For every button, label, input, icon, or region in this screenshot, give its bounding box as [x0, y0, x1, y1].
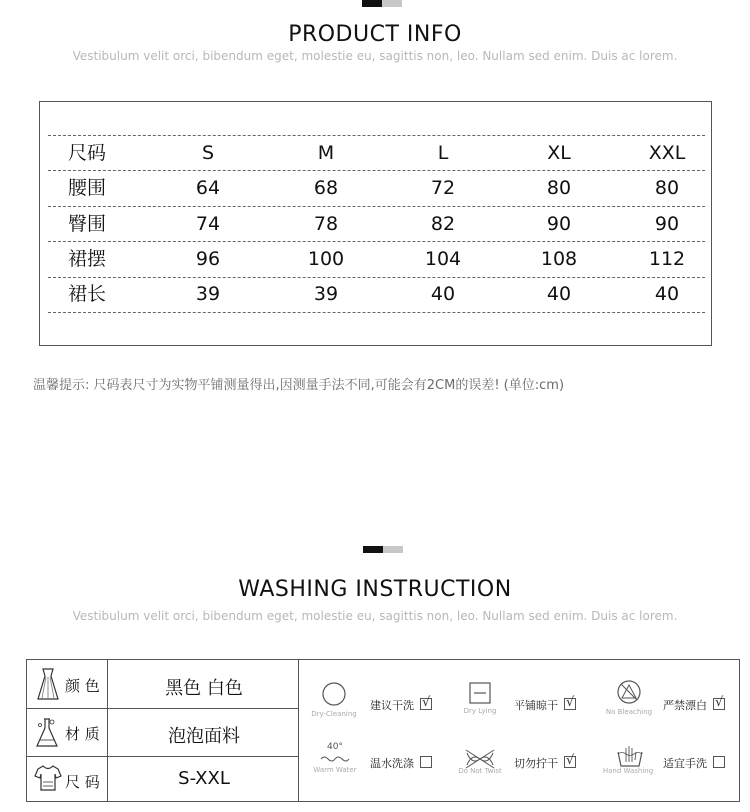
table-cell: 112	[648, 248, 686, 270]
care-text-dry-clean: 建议干洗	[370, 699, 414, 712]
section-marker-dark	[362, 0, 382, 7]
care-text-dry-flat: 平铺晾干	[514, 699, 558, 712]
table-cell: 96	[195, 248, 221, 270]
care-caption: Hand Washing	[602, 767, 654, 775]
divider	[27, 756, 298, 757]
size-table-header-row	[40, 136, 713, 171]
attr-label-color: 颜 色	[65, 677, 100, 695]
table-row	[40, 207, 713, 242]
care-caption: Dry Lying	[463, 707, 497, 715]
table-cell: 100	[307, 248, 345, 270]
product-info-subtitle: Vestibulum velit orci, bibendum eget, molestie eu, sagittis non, leo. Nullam sed enim. Duis ac lorem.	[72, 49, 678, 63]
washing-subtitle: Vestibulum velit orci, bibendum eget, molestie eu, sagittis non, leo. Nullam sed enim. Duis ac lorem.	[72, 609, 678, 623]
table-header-cell: L	[437, 142, 449, 164]
table-cell: 40	[430, 283, 456, 305]
care-checkbox	[420, 695, 432, 710]
hand-wash-icon	[616, 744, 644, 768]
table-cell: 104	[424, 248, 462, 270]
table-cell: 裙长	[68, 283, 107, 305]
care-caption: Warm Water	[313, 766, 357, 774]
check-mark-icon: √	[566, 695, 575, 710]
table-header-cell: XXL	[648, 142, 686, 164]
table-header-cell: 尺码	[68, 142, 107, 164]
table-header-cell: S	[201, 142, 215, 164]
table-cell: 80	[654, 177, 680, 199]
attr-value-color: 黑色 白色	[165, 678, 243, 699]
section-marker-light	[382, 0, 402, 7]
care-checkbox	[564, 695, 576, 710]
table-row	[40, 242, 713, 277]
table-cell: 68	[313, 177, 339, 199]
care-text-do-not-twist: 切勿拧干	[514, 757, 558, 770]
care-checkbox	[713, 695, 725, 710]
size-table	[39, 101, 712, 346]
dry-flat-icon	[468, 681, 492, 705]
size-note: 温馨提示: 尺码表尺寸为实物平铺测量得出,因测量手法不同,可能会有2CM的误差! (单位:cm)	[33, 378, 565, 393]
care-text-warm-water: 温水洗涤	[370, 757, 414, 770]
table-cell: 39	[195, 283, 221, 305]
flask-icon	[34, 716, 60, 750]
care-checkbox	[713, 756, 725, 768]
care-checkbox	[564, 753, 576, 768]
care-caption: Dry-Cleaning	[311, 710, 357, 718]
dry-clean-icon	[322, 682, 346, 706]
table-cell: 78	[313, 213, 339, 235]
washing-title: WASHING INSTRUCTION	[238, 577, 512, 602]
care-caption: Do Not Twist	[458, 767, 502, 775]
care-caption: No Bleaching	[605, 708, 653, 716]
table-row	[40, 171, 713, 206]
table-cell: 90	[654, 213, 680, 235]
product-info-title: PRODUCT INFO	[288, 22, 462, 47]
section-marker-light	[383, 546, 403, 553]
care-checkbox	[420, 756, 432, 768]
table-cell: 裙摆	[68, 248, 107, 270]
washing-table	[26, 659, 740, 802]
check-mark-icon: √	[715, 695, 724, 710]
table-cell: 80	[546, 177, 572, 199]
attr-label-size: 尺 码	[65, 773, 100, 791]
do-not-twist-icon	[464, 749, 496, 769]
shirt-icon	[34, 763, 62, 793]
table-cell: 74	[195, 213, 221, 235]
attr-value-material: 泡泡面料	[168, 726, 240, 747]
divider	[48, 312, 705, 313]
table-cell: 72	[430, 177, 456, 199]
table-cell: 39	[313, 283, 339, 305]
table-cell: 90	[546, 213, 572, 235]
warm-water-temp: 40°	[327, 742, 343, 752]
section-marker-dark	[363, 546, 383, 553]
table-cell: 40	[546, 283, 572, 305]
check-mark-icon: √	[566, 753, 575, 768]
table-cell: 64	[195, 177, 221, 199]
table-cell: 40	[654, 283, 680, 305]
attr-value-size: S-XXL	[178, 768, 230, 789]
dress-icon	[36, 667, 60, 701]
table-cell: 108	[540, 248, 578, 270]
divider	[107, 660, 108, 801]
warm-water-icon	[316, 744, 356, 766]
table-row	[40, 277, 713, 312]
divider	[27, 708, 298, 709]
attr-label-material: 材 质	[65, 725, 100, 743]
check-mark-icon: √	[422, 695, 431, 710]
table-cell: 腰围	[68, 177, 107, 199]
table-header-cell: XL	[547, 142, 571, 164]
care-text-no-bleach: 严禁漂白	[663, 699, 707, 712]
table-cell: 82	[430, 213, 456, 235]
care-text-hand-wash: 适宜手洗	[663, 757, 707, 770]
table-header-cell: M	[317, 142, 335, 164]
table-cell: 臀围	[68, 213, 107, 235]
no-bleach-icon	[616, 679, 642, 705]
